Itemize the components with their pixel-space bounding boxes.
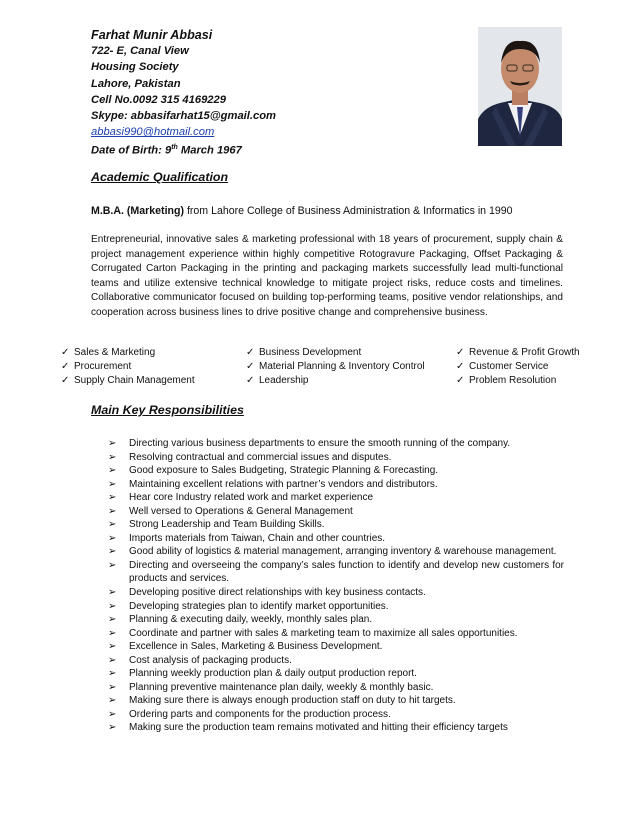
arrow-bullet-icon: ➢ <box>108 654 117 666</box>
responsibility-text: Developing positive direct relationships with key business contacts. <box>129 587 426 599</box>
skill-item: ✓ Material Planning & Inventory Control <box>246 360 425 374</box>
responsibility-text: Good exposure to Sales Budgeting, Strategic Planning & Forecasting. <box>129 465 439 477</box>
responsibility-text: Imports materials from Taiwan, Chain and other countries. <box>129 532 386 544</box>
arrow-bullet-icon: ➢ <box>108 668 117 680</box>
arrow-bullet-icon: ➢ <box>108 465 117 477</box>
arrow-bullet-icon: ➢ <box>108 722 117 734</box>
degree-line <box>91 205 513 217</box>
responsibility-item <box>108 518 564 532</box>
arrow-bullet-icon: ➢ <box>108 641 117 653</box>
responsibility-text: Cost analysis of packaging products. <box>129 654 292 666</box>
skill-item: ✓ Sales & Marketing <box>61 346 195 360</box>
address-line-2: Housing Society <box>91 61 179 74</box>
arrow-bullet-icon: ➢ <box>108 627 117 639</box>
skill-item: ✓ Problem Resolution <box>456 374 580 388</box>
responsibility-text: Strong Leadership and Team Building Skills. <box>129 519 325 531</box>
arrow-bullet-icon: ➢ <box>108 600 117 612</box>
responsibility-item <box>108 600 564 614</box>
responsibility-item <box>108 491 564 505</box>
academic-heading: Academic Qualification <box>91 170 229 184</box>
responsibility-item <box>108 640 564 654</box>
responsibility-item <box>108 437 564 451</box>
responsibility-item <box>108 613 564 627</box>
responsibility-item <box>108 694 564 708</box>
arrow-bullet-icon: ➢ <box>108 519 117 531</box>
contact-block <box>91 27 276 159</box>
address-line-1: 722- E, Canal View <box>91 45 189 58</box>
responsibility-item <box>108 464 564 478</box>
responsibility-item <box>108 586 564 600</box>
skills-column-3 <box>456 346 580 389</box>
arrow-bullet-icon: ➢ <box>108 532 117 544</box>
responsibility-text: Hear core Industry related work and market experience <box>129 492 374 504</box>
date-of-birth: Date of Birth: 9th March 1967 <box>91 144 242 158</box>
responsibilities-heading: Main Key Responsibilities <box>91 403 244 417</box>
arrow-bullet-icon: ➢ <box>108 451 117 463</box>
responsibility-text: Directing and overseeing the company’s sales function to identify and develop new customers for products and services. <box>129 559 564 585</box>
responsibility-text: Maintaining excellent relations with partner’s vendors and distributors. <box>129 478 438 490</box>
responsibility-text: Good ability of logistics & material management, arranging inventory & warehouse management. <box>129 546 557 558</box>
degree-institution: from Lahore College of Business Administration & Informatics in 1990 <box>184 205 513 217</box>
arrow-bullet-icon: ➢ <box>108 708 117 720</box>
responsibility-item <box>108 478 564 492</box>
skill-item: ✓ Procurement <box>61 360 195 374</box>
arrow-bullet-icon: ➢ <box>108 614 117 626</box>
responsibility-item <box>108 654 564 668</box>
responsibility-item <box>108 532 564 546</box>
arrow-bullet-icon: ➢ <box>108 492 117 504</box>
arrow-bullet-icon: ➢ <box>108 559 117 571</box>
skill-item: ✓ Leadership <box>246 374 425 388</box>
responsibility-item <box>108 559 564 586</box>
arrow-bullet-icon: ➢ <box>108 478 117 490</box>
responsibility-text: Coordinate and partner with sales & marketing team to maximize all sales opportunities. <box>129 627 518 639</box>
arrow-bullet-icon: ➢ <box>108 681 117 693</box>
skills-column-2 <box>246 346 425 389</box>
responsibility-text: Planning preventive maintenance plan daily, weekly & monthly basic. <box>129 681 434 693</box>
profile-summary: Entrepreneurial, innovative sales & marketing professional with 18 years of procurement, supply chain & project management experience within highly competitive Rotogravure Packaging, Offset Packaging & Corrugated Carton Packaging in the printing and packaging markets successfully lead multi-functional teams and utilize extensive technical knowledge to mitigate project risks, reduce costs and timelines. Collaborative communicator focused on building top-performing teams, positive vendor relationships, and cooperation across business lines to drive positive change and comprehensive business. <box>91 234 563 318</box>
responsibilities-list <box>108 437 564 735</box>
arrow-bullet-icon: ➢ <box>108 546 117 558</box>
responsibility-item <box>108 708 564 722</box>
responsibility-text: Making sure there is always enough production staff on duty to hit targets. <box>129 695 456 707</box>
responsibility-item <box>108 627 564 641</box>
arrow-bullet-icon: ➢ <box>108 505 117 517</box>
responsibility-item <box>108 721 564 735</box>
address-city: Lahore, Pakistan <box>91 77 181 90</box>
responsibility-text: Making sure the production team remains motivated and hitting their efficiency targets <box>129 722 508 734</box>
responsibility-text: Well versed to Operations & General Management <box>129 505 353 517</box>
responsibility-text: Excellence in Sales, Marketing & Business Development. <box>129 641 383 653</box>
responsibility-text: Resolving contractual and commercial issues and disputes. <box>129 451 392 463</box>
degree-title: M.B.A. (Marketing) <box>91 205 184 217</box>
skill-item: ✓ Customer Service <box>456 360 580 374</box>
arrow-bullet-icon: ➢ <box>108 587 117 599</box>
responsibility-text: Ordering parts and components for the production process. <box>129 708 391 720</box>
profile-photo <box>478 27 562 146</box>
arrow-bullet-icon: ➢ <box>108 695 117 707</box>
responsibility-item <box>108 667 564 681</box>
skill-item: ✓ Revenue & Profit Growth <box>456 346 580 360</box>
responsibility-text: Developing strategies plan to identify market opportunities. <box>129 600 389 612</box>
responsibility-item <box>108 681 564 695</box>
email-link[interactable]: abbasi990@hotmail.com <box>91 126 215 139</box>
responsibility-item <box>108 505 564 519</box>
responsibility-item <box>108 451 564 465</box>
responsibility-text: Planning & executing daily, weekly, monthly sales plan. <box>129 614 373 626</box>
skills-column-1 <box>61 346 195 389</box>
arrow-bullet-icon: ➢ <box>108 438 117 449</box>
skype-id: Skype: abbasifarhat15@gmail.com <box>91 110 277 123</box>
cell-number: Cell No.0092 315 4169229 <box>91 93 226 106</box>
responsibility-item <box>108 545 564 559</box>
responsibility-text: Directing various business departments to ensure the smooth running of the company. <box>129 438 511 449</box>
candidate-name: Farhat Munir Abbasi <box>91 28 213 42</box>
skill-item: ✓ Supply Chain Management <box>61 374 195 388</box>
skill-item: ✓ Business Development <box>246 346 425 360</box>
responsibility-text: Planning weekly production plan & daily output production report. <box>129 668 417 680</box>
